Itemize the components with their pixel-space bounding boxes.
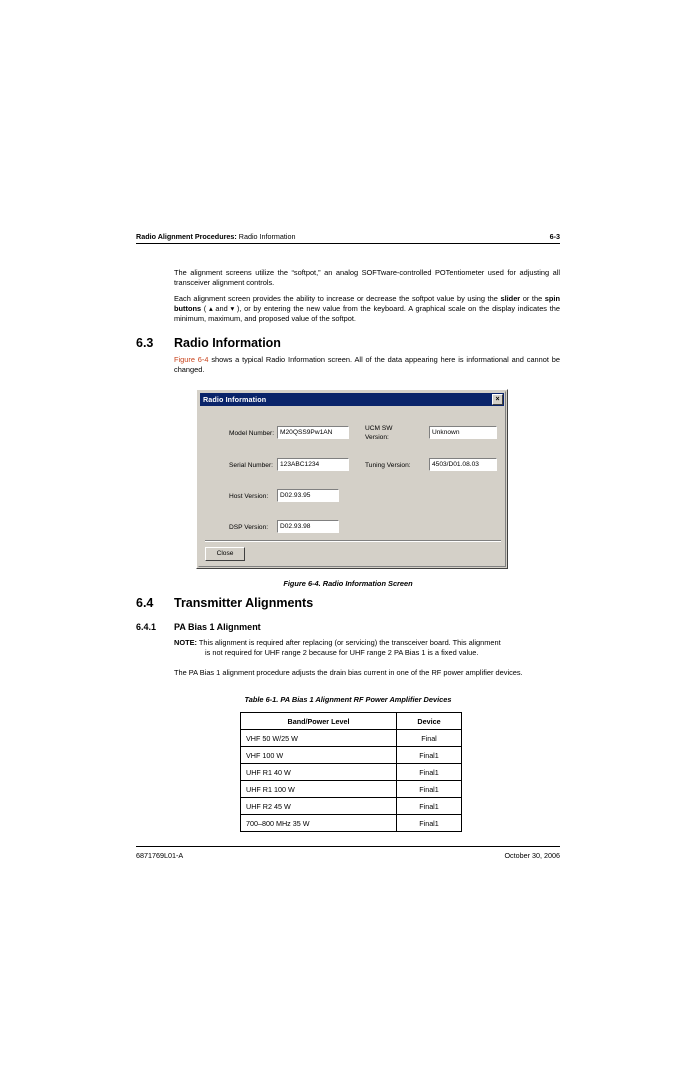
heading-pa-bias-1-alignment	[136, 622, 456, 634]
heading-radio-information	[136, 336, 436, 352]
table-row	[241, 798, 462, 815]
note-label: NOTE:	[174, 638, 197, 647]
p2-bold-spin-buttons: spin buttons	[174, 294, 560, 314]
heading-63-title: Radio Information	[174, 336, 281, 350]
cell-band: UHF R1 100 W	[241, 781, 397, 798]
serial-number-field[interactable]: 123ABC1234	[277, 458, 349, 471]
table-caption: Table 6-1. PA Bias 1 Alignment RF Power Amplifier Devices	[244, 695, 452, 704]
page-header	[136, 232, 560, 241]
ucm-sw-version-field[interactable]: Unknown	[429, 426, 497, 439]
column-header-device: Device	[397, 713, 462, 730]
tuning-version-field[interactable]: 4503/D01.08.03	[429, 458, 497, 471]
host-version-label: Host Version:	[229, 493, 269, 500]
figure-caption: Figure 6-4. Radio Information Screen	[283, 579, 413, 588]
cell-device: Final1	[397, 747, 462, 764]
paragraph-slider	[174, 294, 560, 325]
heading-transmitter-alignments	[136, 596, 436, 612]
ucm-sw-version-label-line1: UCM SW	[365, 425, 393, 432]
heading-64-title: Transmitter Alignments	[174, 596, 314, 610]
cell-band: VHF 50 W/25 W	[241, 730, 397, 747]
cell-band: VHF 100 W	[241, 747, 397, 764]
table-row	[241, 764, 462, 781]
figure-cross-reference-link[interactable]: Figure 6-4	[174, 355, 209, 364]
table-row	[241, 747, 462, 764]
page-footer	[136, 851, 560, 860]
header-left-bold: Radio Alignment Procedures:	[136, 232, 237, 241]
heading-641-number: 6.4.1	[136, 622, 157, 632]
note-block	[174, 638, 560, 658]
p3-rest: shows a typical Radio Information screen. All of the data appearing here is informational and cannot be changed.	[174, 355, 561, 375]
paragraph-figure-reference	[174, 355, 560, 375]
note-line-2: is not required for UHF range 2 because for UHF range 2 PA Bias 1 is a fixed value.	[205, 648, 479, 658]
cell-device: Final1	[397, 781, 462, 798]
pa-bias-table	[240, 712, 462, 832]
cell-device: Final1	[397, 798, 462, 815]
note-line-1: This alignment is required after replacing (or servicing) the transceiver board. This alignment	[198, 638, 501, 647]
document-number: 6871769L01-A	[136, 851, 184, 860]
table-row	[241, 730, 462, 747]
p2-part2: or the	[520, 294, 545, 303]
close-icon[interactable]: ×	[492, 394, 503, 405]
dsp-version-field[interactable]: D02.93.98	[277, 520, 339, 533]
paragraph-pa-bias-text: The PA Bias 1 alignment procedure adjusts the drain bias current in one of the RF power amplifier devices.	[174, 668, 523, 677]
p2-bold-slider: slider	[500, 294, 521, 303]
close-button[interactable]: Close	[205, 547, 245, 561]
column-header-band-power-level: Band/Power Level	[241, 713, 397, 730]
paragraph-pa-bias-procedure	[174, 668, 560, 678]
cell-device: Final1	[397, 815, 462, 832]
paragraph-softpot-text: The alignment screens utilize the “softpot,” an analog SOFTware-controlled POTentiometer used for adjusting all transceiver alignment controls.	[174, 268, 560, 288]
model-number-label: Model Number:	[229, 430, 275, 437]
ucm-sw-version-label-line2: Version:	[365, 434, 389, 441]
table-header-row	[241, 713, 462, 730]
tuning-version-label: Tuning Version:	[365, 462, 411, 469]
page-number: 6-3	[549, 232, 560, 241]
heading-641-title: PA Bias 1 Alignment	[174, 622, 261, 632]
cell-band: UHF R1 40 W	[241, 764, 397, 781]
footer-rule	[136, 846, 560, 847]
header-rule	[136, 243, 560, 244]
cell-band: 700–800 MHz 35 W	[241, 815, 397, 832]
dialog-titlebar	[200, 393, 504, 406]
dialog-title: Radio Information	[203, 395, 267, 404]
cell-device: Final	[397, 730, 462, 747]
header-left	[136, 232, 296, 241]
heading-63-number: 6.3	[136, 336, 154, 350]
table-row	[241, 815, 462, 832]
document-date: October 30, 2006	[504, 851, 560, 860]
heading-64-number: 6.4	[136, 596, 154, 610]
dsp-version-label: DSP Version:	[229, 524, 269, 531]
p2-part3: ( ▴ and ▾ ), or by entering the new value from the keyboard. A graphical scale on the display indicates the minimum, maximum, and proposed value of the softpot.	[174, 304, 560, 324]
dialog-separator	[205, 540, 501, 542]
model-number-field[interactable]: M20QSS9Pw1AN	[277, 426, 349, 439]
table-row	[241, 781, 462, 798]
cell-device: Final1	[397, 764, 462, 781]
header-left-rest: Radio Information	[236, 232, 296, 241]
paragraph-softpot	[174, 268, 560, 288]
cell-band: UHF R2 45 W	[241, 798, 397, 815]
radio-information-dialog	[196, 389, 508, 569]
p2-part1: Each alignment screen provides the ability to increase or decrease the softpot value by using the	[174, 294, 501, 303]
serial-number-label: Serial Number:	[229, 462, 273, 469]
host-version-field[interactable]: D02.93.95	[277, 489, 339, 502]
